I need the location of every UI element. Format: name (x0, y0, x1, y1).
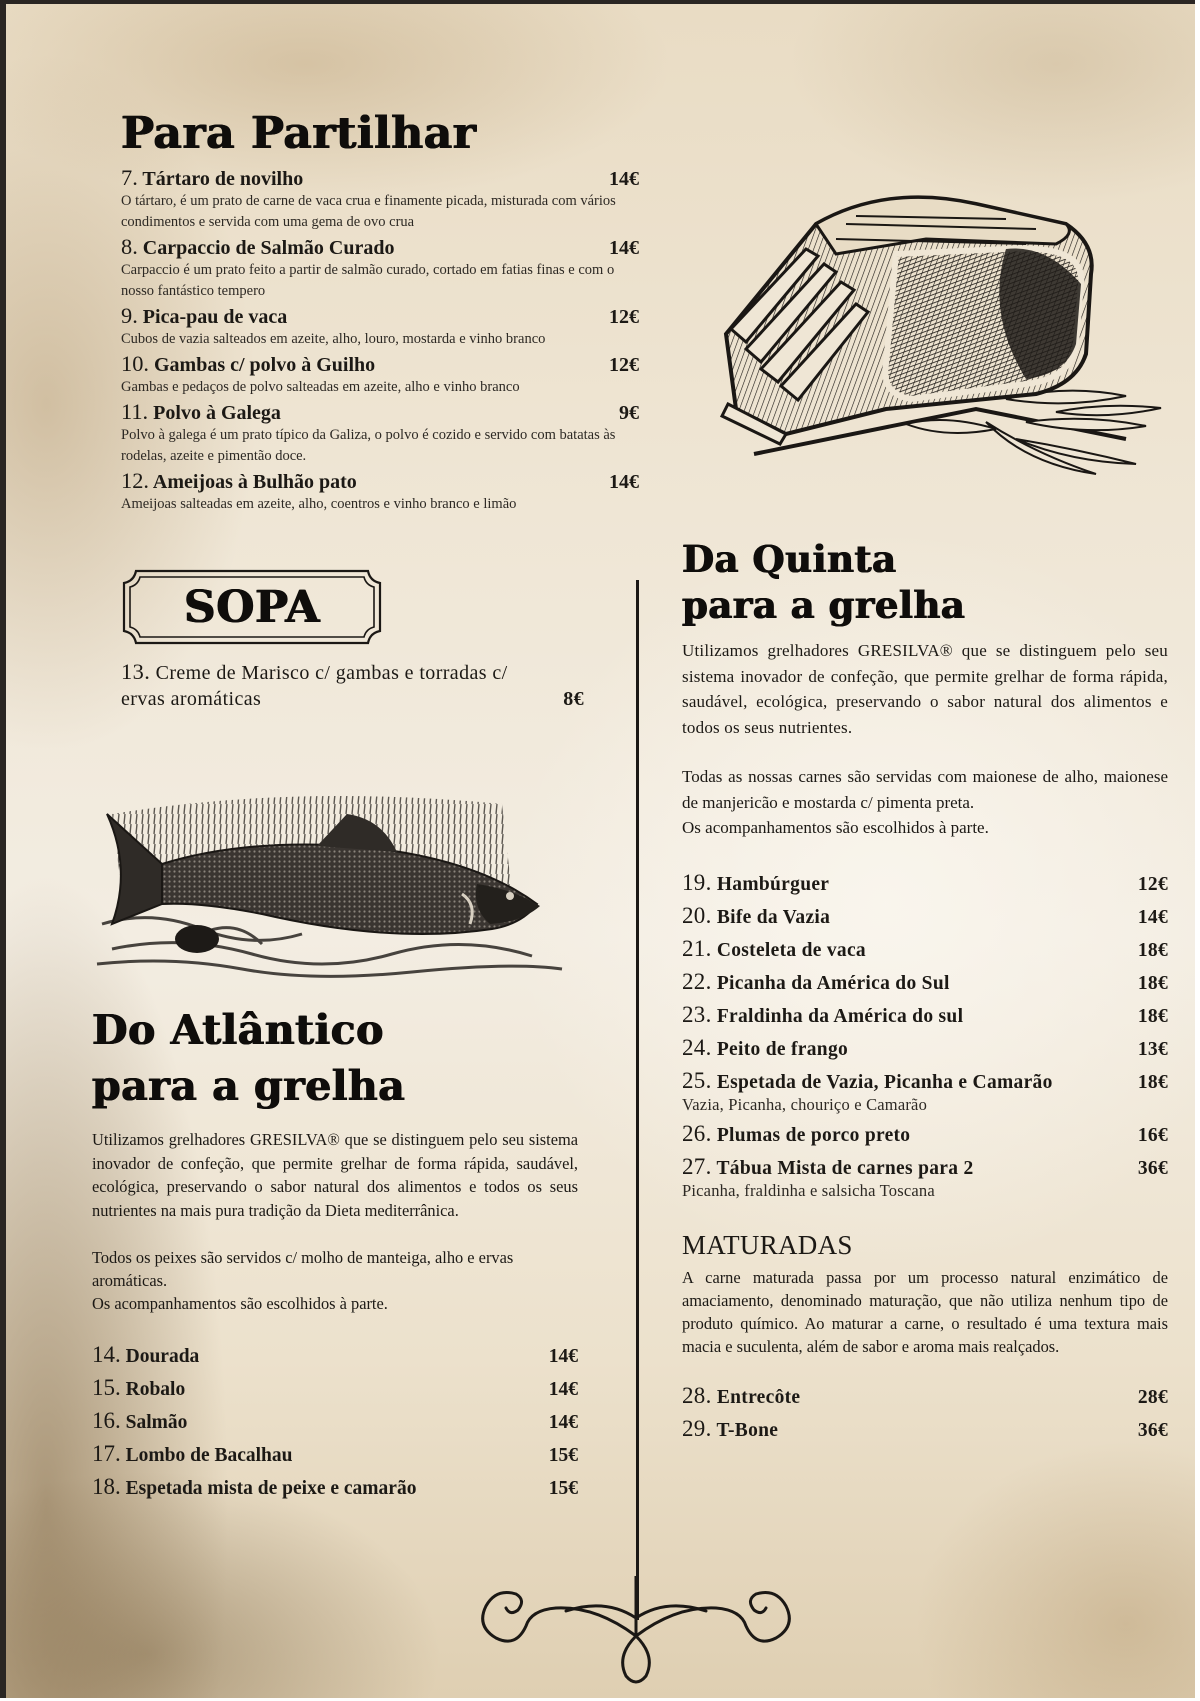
item-name: Espetada de Vazia, Picanha e Camarão (711, 1071, 1053, 1093)
item-price: 12€ (609, 354, 639, 376)
menu-item (121, 469, 639, 515)
item-name: Hambúrguer (711, 873, 830, 895)
section-da-quinta (682, 536, 1168, 1446)
item-name: Bife da Vazia (711, 906, 831, 928)
item-number: 15. (92, 1375, 121, 1400)
item-name: Espetada mista de peixe e camarão (120, 1478, 417, 1499)
item-number: 24. (682, 1034, 712, 1060)
item-price: 14€ (609, 168, 639, 190)
item-price: 14€ (609, 471, 639, 493)
section-intro: Utilizamos grelhadores GRESILVA® que se distinguem pelo seu sistema inovador de confeção, que permite grelhar de forma rápida, saudável, ecológica, preservando o sabor natural dos alimentos e todos os seus nutrientes. (682, 641, 1168, 737)
note-line: Todas as nossas carnes são servidas com maionese de alho, maionese de manjericão e mostarda c/ pimenta preta. (682, 767, 1168, 812)
item-number: 16. (92, 1408, 121, 1433)
item-price: 36€ (1137, 1420, 1168, 1442)
note-line: Os acompanhamentos são escolhidos à parte. (92, 1294, 388, 1313)
item-name: Tábua Mista de carnes para 2 (711, 1157, 974, 1179)
menu-item (682, 999, 1168, 1032)
item-number: 21. (682, 935, 712, 961)
item-name: Plumas de porco preto (711, 1124, 911, 1146)
item-name: Peito de frango (711, 1038, 849, 1060)
section-title: SOPA (183, 581, 321, 633)
item-name: Carpaccio de Salmão Curado (137, 237, 395, 259)
item-number: 14. (92, 1342, 121, 1367)
item-name: Robalo (120, 1379, 186, 1400)
item-price: 15€ (548, 1445, 578, 1466)
section-title: Para Partilhar (121, 108, 477, 159)
menu-item (121, 400, 639, 467)
item-number: 17. (92, 1441, 121, 1466)
section-title-line: para a grelha (682, 583, 966, 627)
section-notes (682, 764, 1168, 841)
sopa-title-frame (122, 569, 382, 645)
ornamental-flourish-icon (476, 1576, 796, 1701)
menu-item (121, 659, 584, 712)
salmon-engraving-icon (92, 784, 582, 989)
menu-item (682, 1380, 1168, 1413)
item-number: 22. (682, 968, 712, 994)
menu-item (121, 166, 639, 233)
item-price: 14€ (548, 1412, 578, 1433)
item-number: 25. (682, 1067, 712, 1093)
menu-item (682, 1151, 1168, 1202)
item-number: 13. (121, 659, 151, 684)
item-description: O tártaro, é um prato de carne de vaca crua e finamente picada, misturada com vários condimentos e servida com uma gema de ovo crua (121, 193, 616, 230)
item-number: 9. (121, 303, 138, 328)
item-price: 18€ (1137, 1071, 1168, 1093)
menu-item (92, 1471, 578, 1504)
section-title (682, 536, 1168, 628)
item-price: 14€ (548, 1379, 578, 1400)
item-price: 9€ (619, 402, 639, 424)
item-name: T-Bone (711, 1420, 779, 1442)
section-para-partilhar (121, 104, 639, 515)
item-description: Vazia, Picanha, chouriço e Camarão (682, 1094, 928, 1114)
section-intro: Utilizamos grelhadores GRESILVA® que se distinguem pelo seu sistema inovador de confeção, que permite grelhar de forma rápida, saudável, ecológica, preservando o sabor natural dos alimentos e todos os seus nutrientes na mais pura tradição da Dieta mediterrânica. (92, 1130, 578, 1220)
item-name: Entrecôte (711, 1387, 801, 1409)
menu-item (92, 1372, 578, 1405)
menu-item (682, 1065, 1168, 1116)
menu-item (682, 900, 1168, 933)
note-line: Todos os peixes são servidos c/ molho de manteiga, alho e ervas aromáticas. (92, 1248, 514, 1290)
item-description: Picanha, fraldinha e salsicha Toscana (682, 1180, 935, 1200)
menu-item (682, 1118, 1168, 1151)
item-name: Picanha da América do Sul (711, 972, 950, 994)
item-name: Polvo à Galega (148, 402, 281, 424)
item-name: Gambas c/ polvo à Guilho (149, 354, 376, 376)
item-price: 36€ (1137, 1157, 1168, 1179)
item-name: Salmão (120, 1412, 188, 1433)
item-price: 12€ (609, 306, 639, 328)
item-price: 8€ (563, 688, 584, 710)
item-name: Ameijoas à Bulhão pato (149, 471, 357, 493)
item-name-continued: ervas aromáticas (121, 688, 262, 710)
item-number: 19. (682, 869, 712, 895)
section-do-atlantico (92, 1002, 578, 1504)
item-name: Costeleta de vaca (711, 939, 866, 961)
item-list (682, 1380, 1168, 1446)
item-number: 26. (682, 1120, 712, 1146)
menu-item (92, 1339, 578, 1372)
item-number: 12. (121, 468, 149, 493)
item-number: 18. (92, 1474, 121, 1499)
menu-item (682, 1032, 1168, 1065)
menu-item (682, 1413, 1168, 1446)
item-price: 18€ (1137, 972, 1168, 994)
item-price: 28€ (1137, 1387, 1168, 1409)
column-divider (636, 580, 639, 1620)
item-price: 18€ (1137, 939, 1168, 961)
subsection-description: A carne maturada passa por um processo natural enzimático de amaciamento, denominado maturação, que não utiliza nenhum tipo de produto químico. Ao maturar a carne, o resultado é uma textura mais macia e suculenta, além de sabor e aroma mais realçados. (682, 1267, 1168, 1357)
item-name: Fraldinha da América do sul (711, 1005, 964, 1027)
menu-item (121, 235, 639, 302)
item-number: 10. (121, 351, 149, 376)
subsection-title-maturadas: MATURADAS (682, 1229, 853, 1260)
item-number: 7. (121, 165, 138, 190)
menu-item (92, 1405, 578, 1438)
item-number: 20. (682, 902, 712, 928)
section-notes (92, 1246, 578, 1315)
item-price: 13€ (1137, 1038, 1168, 1060)
item-list (682, 867, 1168, 1202)
item-number: 29. (682, 1416, 712, 1442)
rib-steak-engraving-icon (706, 164, 1176, 489)
item-name: Creme de Marisco c/ gambas e torradas c/ (150, 662, 508, 684)
item-number: 11. (121, 399, 149, 424)
note-line: Os acompanhamentos são escolhidos à parte. (682, 818, 989, 837)
menu-item (682, 966, 1168, 999)
menu-item (121, 352, 639, 398)
item-name: Tártaro de novilho (137, 168, 304, 190)
item-description: Ameijoas salteadas em azeite, alho, coentros e vinho branco e limão (121, 496, 517, 512)
item-name: Pica-pau de vaca (137, 306, 288, 328)
item-price: 15€ (548, 1478, 578, 1499)
menu-item (92, 1438, 578, 1471)
menu-item (682, 867, 1168, 900)
menu-item (682, 933, 1168, 966)
item-number: 23. (682, 1001, 712, 1027)
item-number: 8. (121, 234, 138, 259)
item-price: 14€ (609, 237, 639, 259)
item-description: Polvo à galega é um prato típico da Galiza, o polvo é cozido e servido com batatas às rodelas, azeite e pimentão doce. (121, 427, 616, 464)
section-title-line: Do Atlântico (92, 1006, 384, 1054)
item-name: Lombo de Bacalhau (120, 1445, 293, 1466)
item-price: 12€ (1137, 873, 1168, 895)
item-price: 14€ (548, 1346, 578, 1367)
item-price: 16€ (1137, 1124, 1168, 1146)
item-number: 27. (682, 1153, 712, 1179)
item-price: 18€ (1137, 1005, 1168, 1027)
menu-item (121, 304, 639, 350)
item-list (92, 1339, 578, 1504)
item-number: 28. (682, 1383, 712, 1409)
item-description: Carpaccio é um prato feito a partir de salmão curado, cortado em fatias finas e com o nosso fantástico tempero (121, 262, 615, 299)
section-title-line: para a grelha (92, 1062, 406, 1110)
item-description: Cubos de vazia salteados em azeite, alho, louro, mostarda e vinho branco (121, 331, 546, 347)
section-title (92, 1002, 578, 1114)
item-description: Gambas e pedaços de polvo salteadas em azeite, alho e vinho branco (121, 379, 520, 395)
item-price: 14€ (1137, 906, 1168, 928)
section-title-line: Da Quinta (682, 537, 897, 581)
item-name: Dourada (120, 1346, 200, 1367)
